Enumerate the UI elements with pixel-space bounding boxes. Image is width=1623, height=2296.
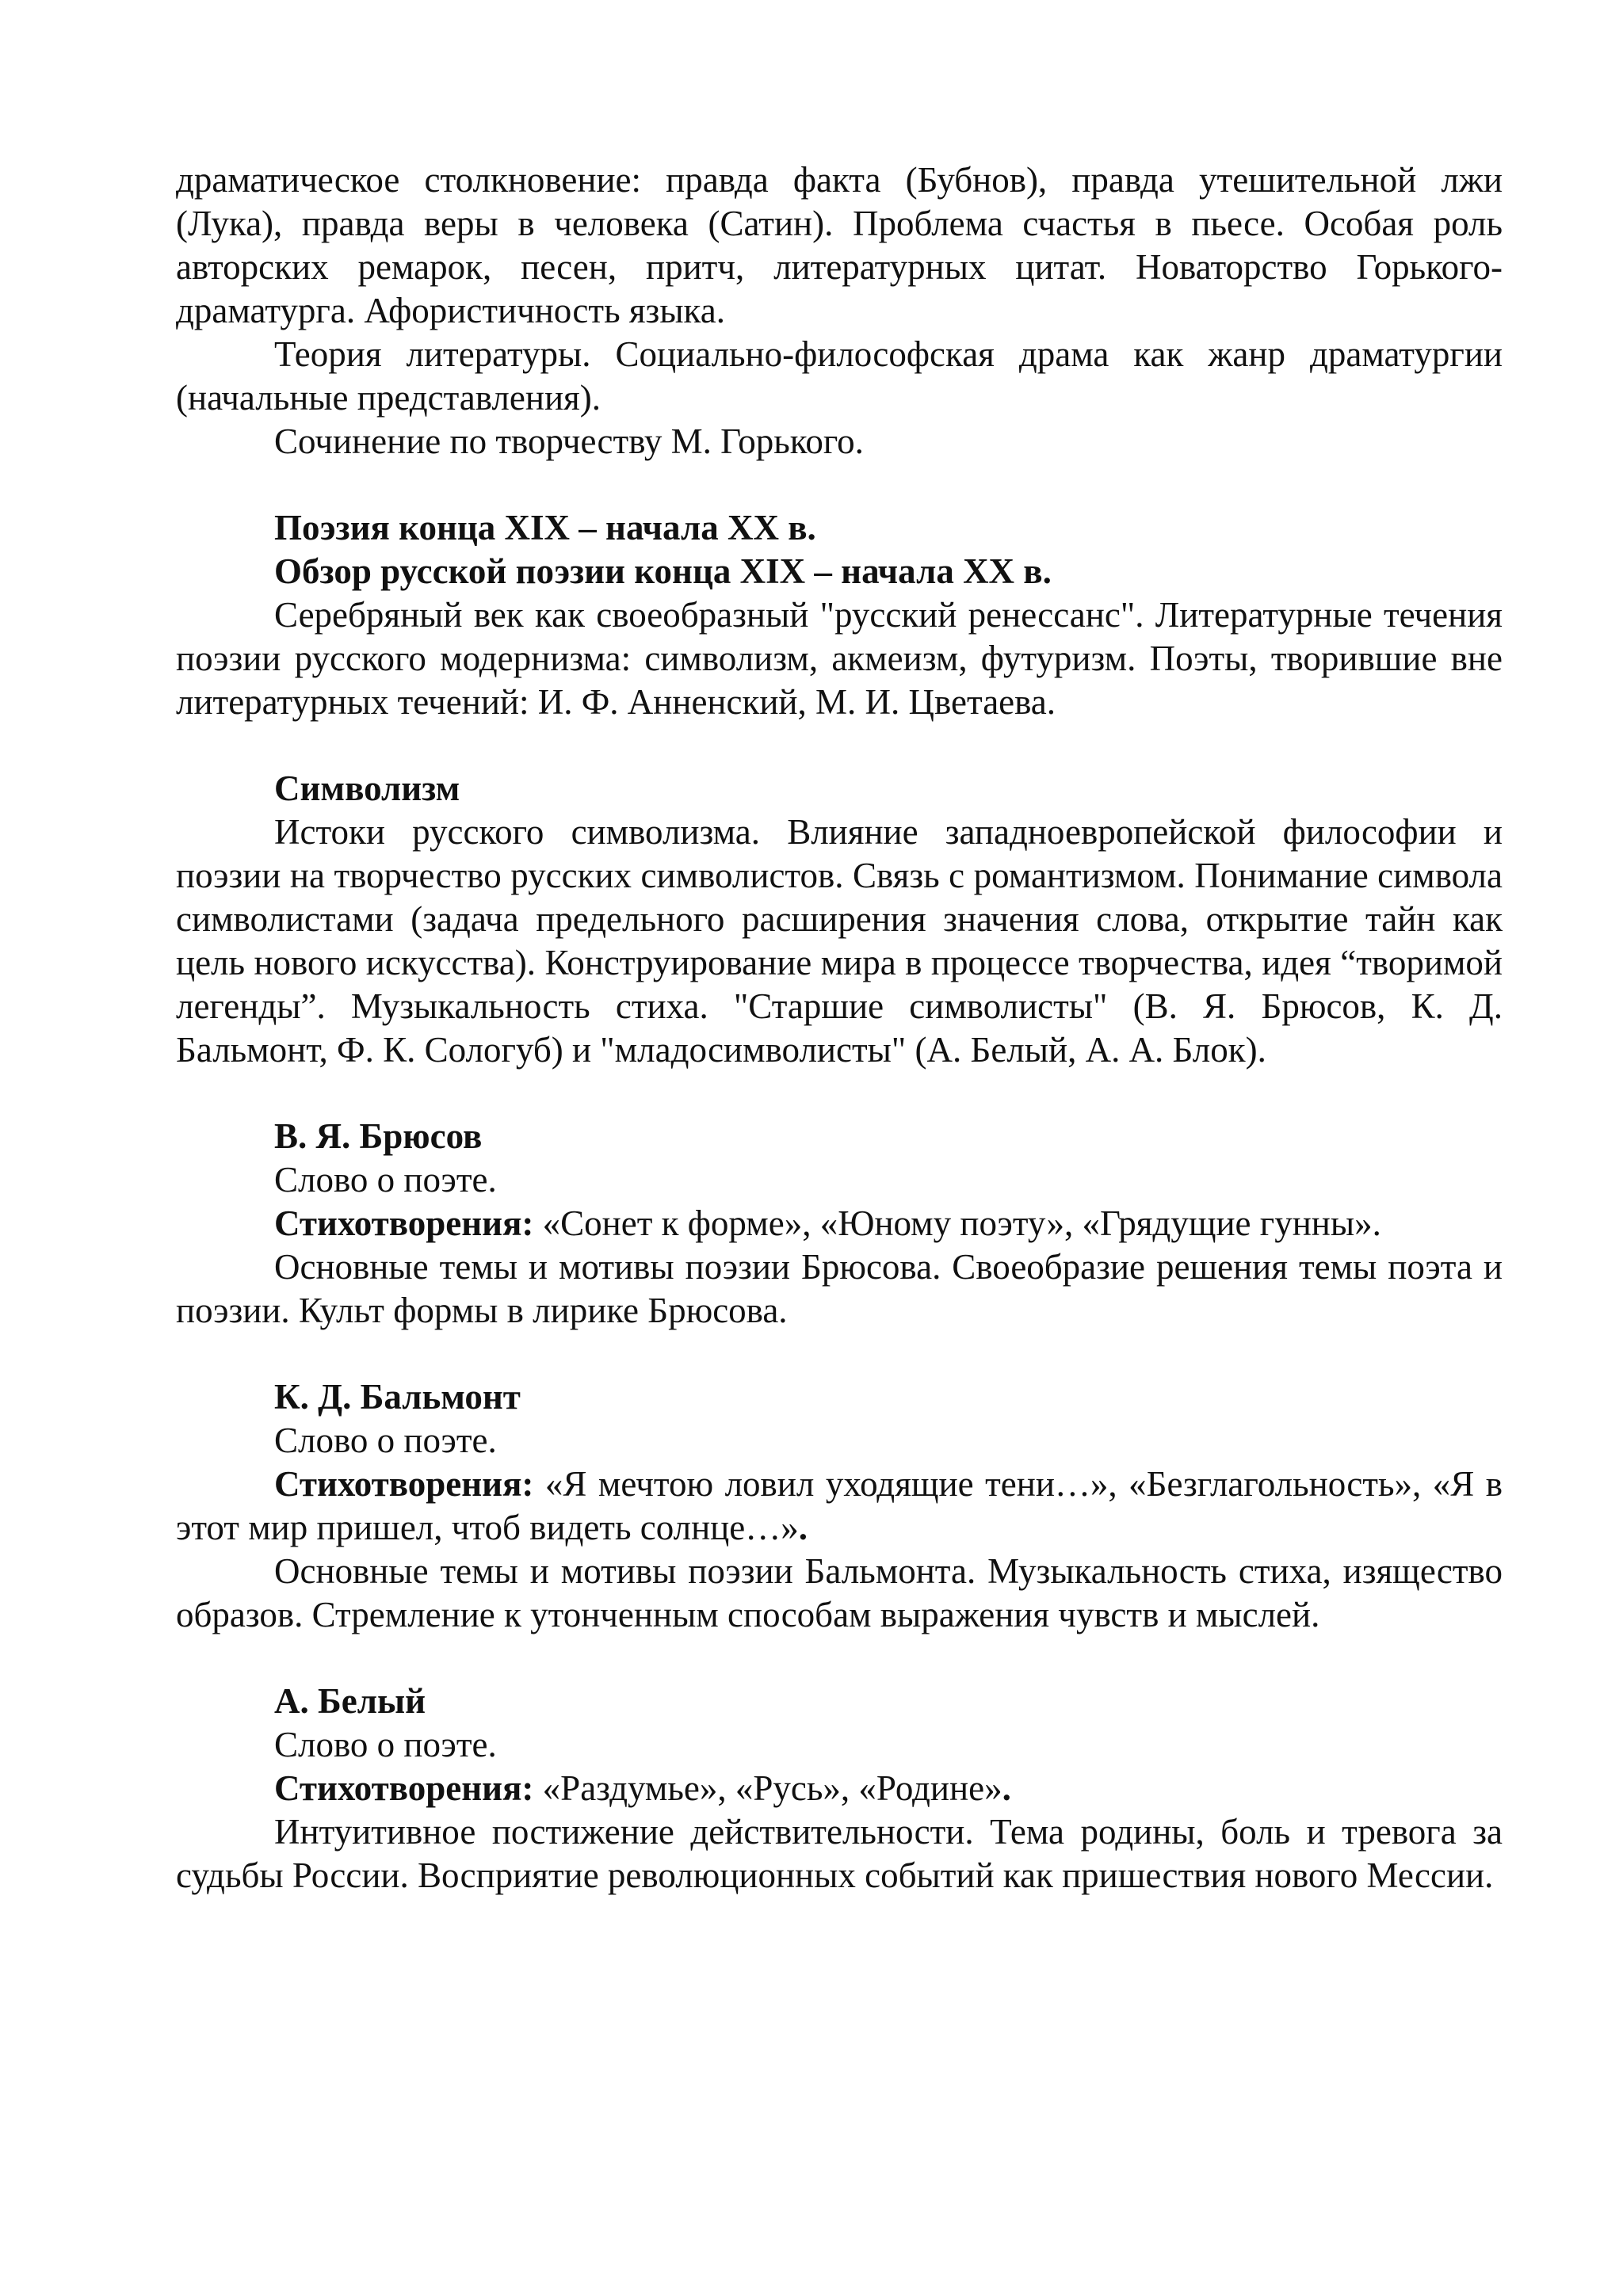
section-gap <box>176 1333 1503 1375</box>
bely-word-about-poet: Слово о поэте. <box>274 1725 497 1764</box>
bryusov-themes-paragraph: Основные темы и мотивы поэзии Брюсова. Своеобразие решения темы поэта и поэзии. Культ формы в лирике Брюсова. <box>176 1247 1503 1330</box>
silver-age-paragraph: Серебряный век как своеобразный "русский ренессанс". Литературные течения поэзии русского модернизма: символизм, акмеизм, футуризм. Поэты, творившие вне литературных течений: И. Ф. Анненский, М. И. Цветаева. <box>176 595 1503 722</box>
poetry-section-heading: Поэзия конца XIX – начала XX в. <box>274 508 816 547</box>
poems-list: «Сонет к форме», «Юному поэту», «Грядущие гунны». <box>533 1203 1381 1243</box>
bryusov-heading: В. Я. Брюсов <box>274 1116 483 1156</box>
poems-list: «Раздумье», «Русь», «Родине» <box>533 1768 1002 1808</box>
section-gap <box>176 463 1503 506</box>
bryusov-word-about-poet: Слово о поэте. <box>274 1160 497 1199</box>
symbolism-heading: Символизм <box>274 769 460 808</box>
poems-label: Стихотворения: <box>274 1768 534 1808</box>
poems-label: Стихотворения: <box>274 1203 534 1243</box>
balmont-poems-line <box>176 1463 1503 1550</box>
theory-paragraph: Теория литературы. Социально-философская драма как жанр драматургии (начальные представления). <box>176 334 1503 418</box>
bryusov-poems-line <box>176 1202 1503 1245</box>
balmont-heading: К. Д. Бальмонт <box>274 1377 521 1417</box>
balmont-themes-paragraph: Основные темы и мотивы поэзии Бальмонта. Музыкальность стиха, изящество образов. Стремление к утонченным способам выражения чувств и мыслей. <box>176 1551 1503 1634</box>
section-gap <box>176 1637 1503 1680</box>
intro-paragraph: драматическое столкновение: правда факта (Бубнов), правда утешительной лжи (Лука), правда веры в человека (Сатин). Проблема счастья в пьесе. Особая роль авторских ремарок, песен, притч, литературных цитат. Новаторство Горького-драматурга. Афористичность языка. <box>176 160 1503 330</box>
bely-themes-paragraph: Интуитивное постижение действительности. Тема родины, боль и тревога за судьбы России. Восприятие революционных событий как пришествия нового Мессии. <box>176 1812 1503 1895</box>
poems-list: «Я мечтою ловил уходящие тени…», «Безглагольность», «Я в этот мир пришел, чтоб видеть солнце…» <box>176 1464 1503 1547</box>
poems-label: Стихотворения: <box>274 1464 534 1504</box>
section-gap <box>176 1072 1503 1115</box>
bely-heading: А. Белый <box>274 1681 426 1721</box>
essay-paragraph: Сочинение по творчеству М. Горького. <box>274 421 864 461</box>
bely-poems-line <box>176 1767 1503 1810</box>
poetry-review-heading: Обзор русской поэзии конца XIX – начала XX в. <box>274 551 1052 591</box>
balmont-word-about-poet: Слово о поэте. <box>274 1421 497 1460</box>
poems-end-mark: . <box>798 1508 808 1547</box>
symbolism-paragraph: Истоки русского символизма. Влияние западноевропейской философии и поэзии на творчество русских символистов. Связь с романтизмом. Понимание символа символистами (задача предельного расширения значения слова, открытие тайн как цель нового искусства). Конструирование мира в процессе творчества, идея “творимой легенды”. Музыкальность стиха. "Старшие символисты" (В. Я. Брюсов, К. Д. Бальмонт, Ф. К. Сологуб) и "младосимволисты" (А. Белый, А. А. Блок). <box>176 812 1503 1070</box>
section-gap <box>176 724 1503 767</box>
poems-end-mark: . <box>1002 1768 1011 1808</box>
